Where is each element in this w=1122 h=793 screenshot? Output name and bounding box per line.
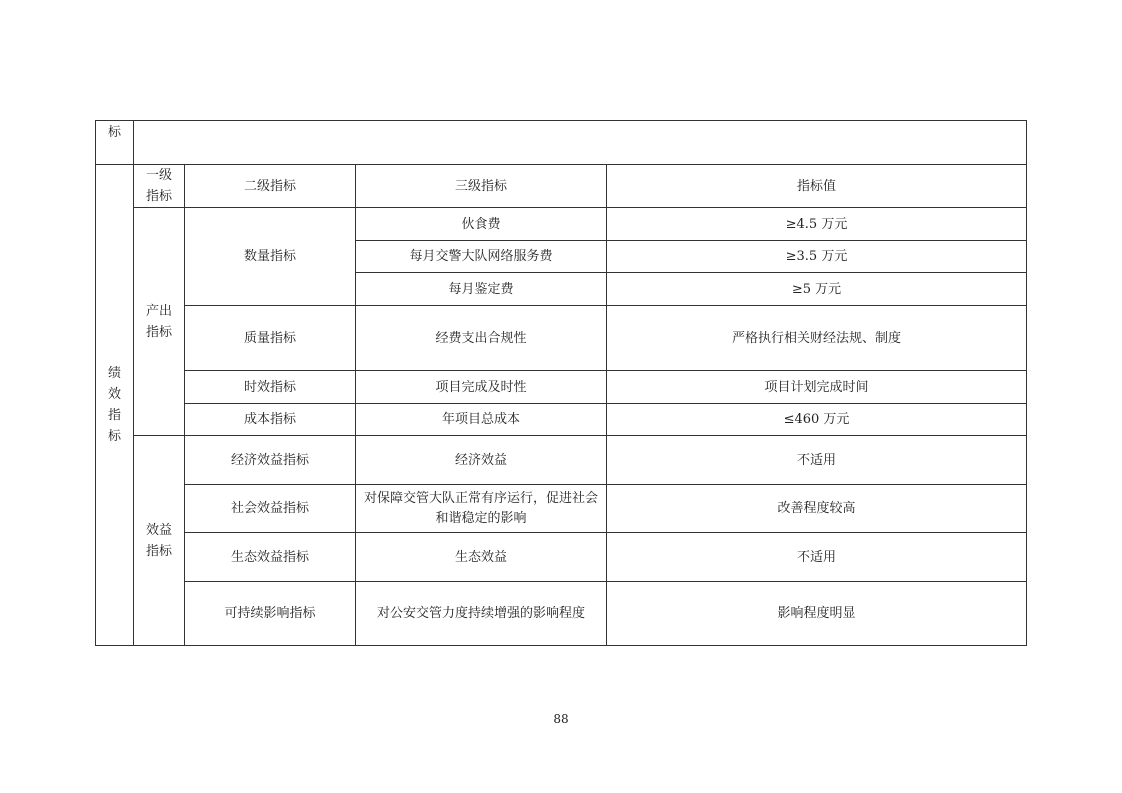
top-row-value [134, 121, 1027, 165]
timeliness-indicator: 项目完成及时性 [356, 371, 607, 404]
quantity-value-2: ≥3.5 万元 [607, 241, 1027, 273]
ecological-label: 生态效益指标 [185, 533, 356, 582]
top-row-label: 标 [96, 121, 134, 165]
quantity-value-3: ≥5 万元 [607, 273, 1027, 306]
timeliness-value: 项目计划完成时间 [607, 371, 1027, 404]
quantity-indicator-3: 每月鉴定费 [356, 273, 607, 306]
sustainable-label: 可持续影响指标 [185, 582, 356, 646]
quality-value: 严格执行相关财经法规、制度 [607, 306, 1027, 371]
benefit-label: 效益 指标 [145, 522, 172, 559]
benefit-label-cell [134, 436, 185, 646]
sustainable-value: 影响程度明显 [607, 582, 1027, 646]
header-level1 [134, 165, 185, 208]
social-label: 社会效益指标 [185, 485, 356, 533]
quantity-indicator-1: 伙食费 [356, 208, 607, 241]
quality-label: 质量指标 [185, 306, 356, 371]
sustainable-indicator: 对公安交管力度持续增强的影响程度 [356, 582, 607, 646]
output-label: 产出 指标 [145, 303, 172, 340]
table-row [96, 208, 1027, 241]
economic-value: 不适用 [607, 436, 1027, 485]
quantity-label: 数量指标 [185, 208, 356, 306]
ecological-indicator: 生态效益 [356, 533, 607, 582]
cost-label: 成本指标 [185, 404, 356, 436]
quantity-indicator-2: 每月交警大队网络服务费 [356, 241, 607, 273]
header-level2: 二级指标 [185, 165, 356, 208]
quantity-value-1: ≥4.5 万元 [607, 208, 1027, 241]
timeliness-label: 时效指标 [185, 371, 356, 404]
page-number: 88 [553, 712, 569, 726]
table-row [96, 436, 1027, 485]
economic-label: 经济效益指标 [185, 436, 356, 485]
table-row [96, 485, 1027, 533]
section-label: 绩 效 指 标 [107, 366, 121, 444]
ecological-value: 不适用 [607, 533, 1027, 582]
section-label-cell [96, 165, 134, 646]
social-value: 改善程度较高 [607, 485, 1027, 533]
table-row [96, 582, 1027, 646]
table-row [96, 533, 1027, 582]
table-row [96, 371, 1027, 404]
output-label-cell [134, 208, 185, 436]
table-header-row [96, 165, 1027, 208]
economic-indicator: 经济效益 [356, 436, 607, 485]
header-value: 指标值 [607, 165, 1027, 208]
social-indicator: 对保障交管大队正常有序运行，促进社会 和谐稳定的影响 [363, 490, 598, 526]
table-row [96, 121, 1027, 165]
quality-indicator: 经费支出合规性 [356, 306, 607, 371]
cost-indicator: 年项目总成本 [356, 404, 607, 436]
social-indicator-cell [356, 485, 607, 533]
table-row [96, 404, 1027, 436]
performance-indicator-table [95, 120, 1027, 646]
table-row [96, 306, 1027, 371]
header-level1-text: 一级 指标 [145, 168, 172, 204]
cost-value: ≤460 万元 [607, 404, 1027, 436]
header-level3: 三级指标 [356, 165, 607, 208]
